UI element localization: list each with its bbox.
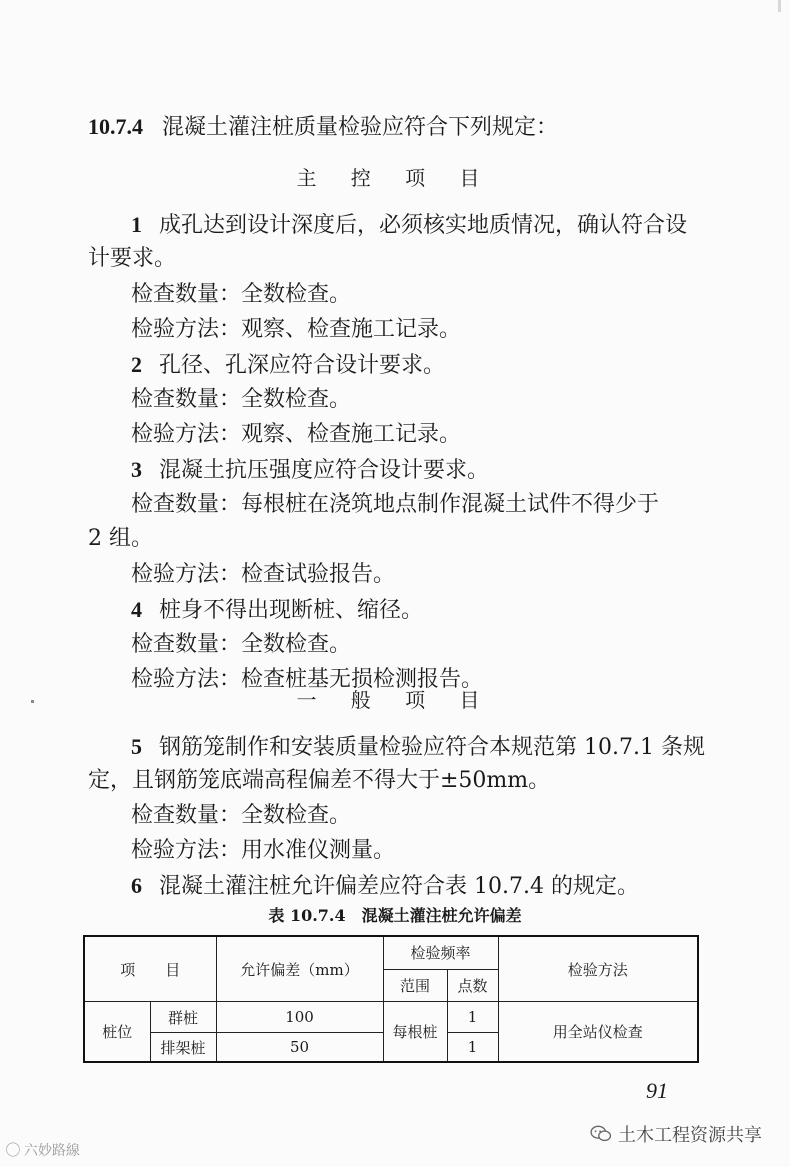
item-number: 3: [131, 457, 142, 482]
header-method: 检验方法: [498, 936, 698, 1002]
table-row: [84, 1002, 698, 1033]
item-number: 4: [131, 597, 142, 622]
item-number: 6: [131, 873, 142, 898]
item-text: 桩身不得出现断桩、缩径。: [159, 598, 424, 623]
item-2: [131, 350, 445, 381]
item-5-method: 检验方法：用水准仪测量。: [131, 838, 396, 863]
page-number: 91: [646, 1078, 668, 1103]
clause-heading-text: 混凝土灌注桩质量检验应符合下列规定：: [162, 115, 559, 140]
item-number: 5: [131, 734, 142, 759]
cell-method: 用全站仪检查: [498, 1002, 698, 1063]
item-3-quantity-continued: 2 组。: [88, 526, 153, 551]
section-title-general: 一 般 项 目: [296, 688, 494, 712]
item-3: [131, 455, 489, 486]
header-item: 项 目: [84, 936, 216, 1002]
cell-range: 每根桩: [383, 1002, 447, 1063]
header-tolerance: 允许偏差（mm）: [216, 936, 383, 1002]
item-number: 1: [131, 212, 142, 237]
watermark-left-text: 六妙路線: [23, 1142, 80, 1158]
wechat-icon: [590, 1125, 612, 1143]
item-3-method: 检验方法：检查试验报告。: [131, 562, 396, 587]
item-4: [131, 595, 423, 626]
item-text: 混凝土灌注桩允许偏差应符合表 10.7.4 的规定。: [159, 874, 639, 899]
header-range: 范围: [383, 969, 447, 1002]
item-4-quantity: 检查数量：全数检查。: [131, 632, 352, 657]
watermark-right: [590, 1121, 762, 1147]
item-number: 2: [131, 352, 142, 377]
item-5-continued: 定，且钢筋笼底端高程偏差不得大于±50mm。: [88, 768, 551, 793]
item-6: [131, 871, 639, 902]
item-text: 混凝土抗压强度应符合设计要求。: [159, 458, 490, 483]
item-text: 孔径、孔深应符合设计要求。: [159, 353, 446, 378]
cell-group: 桩位: [84, 1002, 150, 1063]
cell-points: 1: [447, 1033, 498, 1063]
item-1-method: 检验方法：观察、检查施工记录。: [131, 317, 462, 342]
watermark-right-text: 土木工程资源共享: [618, 1125, 762, 1145]
watermark-left: [6, 1140, 80, 1160]
clause-heading: [88, 112, 558, 143]
header-frequency: 检验频率: [383, 936, 498, 969]
item-1: [131, 210, 687, 241]
table-caption: 表 10.7.4 混凝土灌注桩允许偏差: [268, 906, 522, 925]
item-1-quantity: 检查数量：全数检查。: [131, 282, 352, 307]
watermark-logo-icon: ◯: [6, 1142, 20, 1158]
cell-sub: 排架桩: [150, 1033, 216, 1063]
scan-edge-mark: [778, 0, 781, 12]
cell-tolerance: 50: [216, 1033, 383, 1063]
cell-sub: 群桩: [150, 1002, 216, 1033]
item-1-continued: 计要求。: [88, 246, 177, 271]
section-title-main: 主 控 项 目: [296, 166, 494, 190]
table-header-row: [84, 936, 698, 969]
clause-number: 10.7.4: [88, 114, 143, 139]
item-4-method: 检验方法：检查桩基无损检测报告。: [131, 667, 484, 692]
item-5: [131, 732, 705, 763]
item-2-method: 检验方法：观察、检查施工记录。: [131, 422, 462, 447]
item-2-quantity: 检查数量：全数检查。: [131, 387, 352, 412]
cell-points: 1: [447, 1002, 498, 1033]
item-3-quantity: 检查数量：每根桩在浇筑地点制作混凝土试件不得少于: [131, 492, 660, 517]
item-text: 成孔达到设计深度后，必须核实地质情况，确认符合设: [159, 213, 688, 238]
cell-tolerance: 100: [216, 1002, 383, 1033]
header-points: 点数: [447, 969, 498, 1002]
tolerance-table: [83, 935, 699, 1063]
item-text: 钢筋笼制作和安装质量检验应符合本规范第 10.7.1 条规: [159, 735, 705, 760]
item-5-quantity: 检查数量：全数检查。: [131, 803, 352, 828]
